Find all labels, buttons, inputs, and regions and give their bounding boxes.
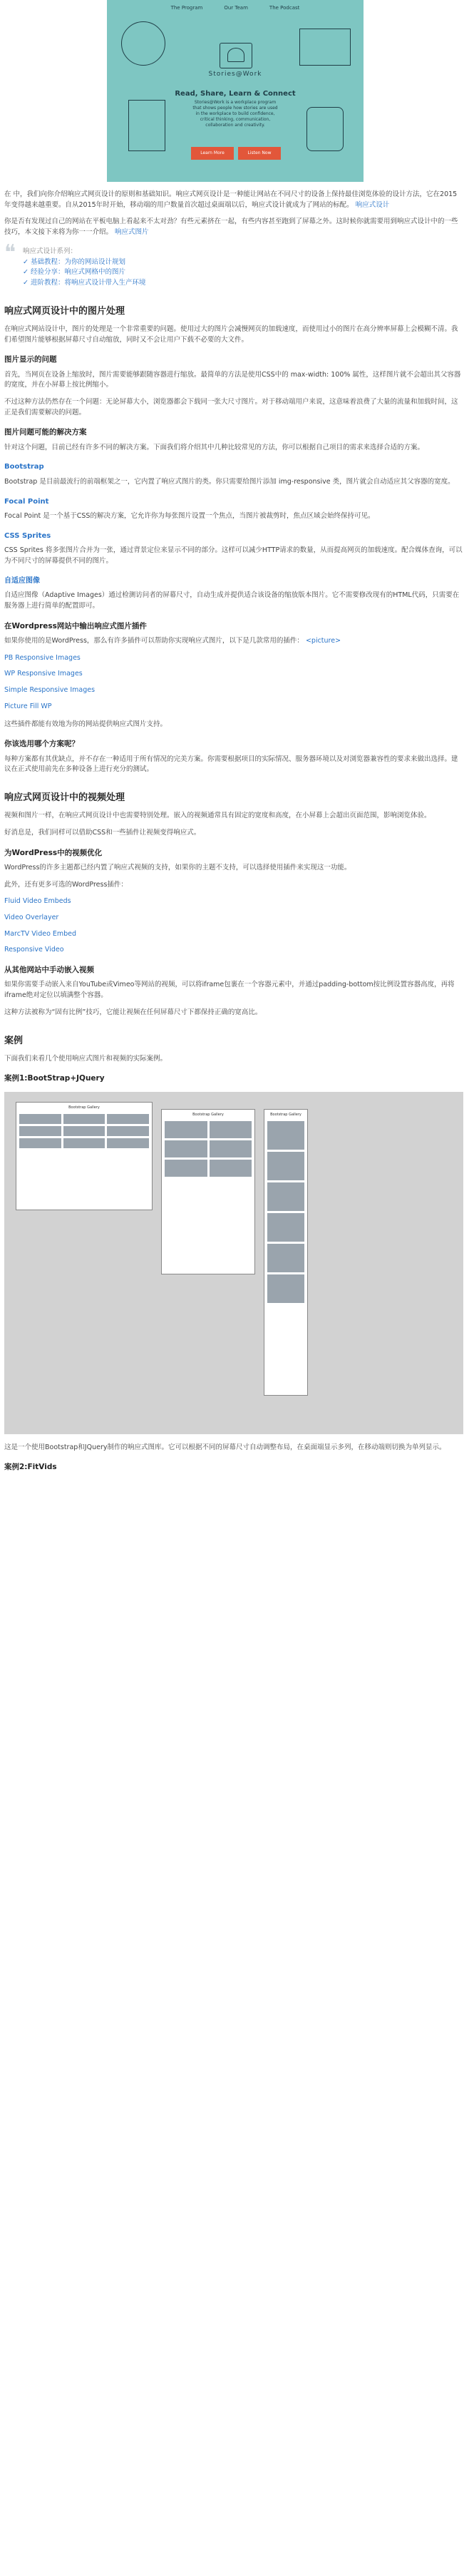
paragraph: 这种方法被称为“固有比例”技巧，它能让视频在任何屏幕尺寸下都保持正确的宽高比。 — [4, 1008, 262, 1016]
plugin-list — [4, 653, 463, 712]
image-thumb — [267, 1274, 304, 1303]
image-thumb — [210, 1140, 252, 1157]
solution-text: 自适应图像（Adaptive Images）通过检测访问者的屏幕尺寸，自动生成并提供适合该设备的缩放版本图片。它不需要修改现有的HTML代码，只需要在服务器上进行简单的配置即可。 — [4, 591, 460, 610]
image-thumb — [63, 1114, 105, 1124]
related-series-quote — [4, 240, 463, 289]
case-title: 案例2:FitVids — [4, 1463, 57, 1472]
intro-link[interactable]: 响应式设计 — [355, 200, 390, 209]
case-screenshot — [4, 1092, 463, 1434]
paragraph: 视频和图片一样，在响应式网页设计中也需要特别处理。嵌入的视频通常具有固定的宽度和高度，在小屏幕上会超出页面范围，影响浏览体验。 — [4, 812, 431, 820]
logo-icon — [220, 43, 252, 68]
hero-nav — [107, 0, 364, 12]
quote-link[interactable]: ✓ 进阶教程：将响应式设计带入生产环境 — [23, 279, 146, 287]
paragraph: 不过这种方法仍然存在一个问题：无论屏幕大小，浏览器都会下载同一张大尺寸图片。对于移动端用户来说，这意味着浪费了大量的流量和加载时间，这正是我们需要解决的问题。 — [4, 398, 458, 416]
desktop-mockup — [16, 1102, 153, 1210]
image-thumb — [267, 1121, 304, 1150]
image-thumb — [267, 1152, 304, 1180]
image-thumb — [165, 1121, 207, 1138]
paragraph: 好消息是，我们同样可以借助CSS和一些插件让视频变得响应式。 — [4, 828, 201, 837]
learn-more-button[interactable]: Learn More — [191, 147, 234, 160]
paragraph: 这些插件都能有效地为你的网站提供响应式图片支持。 — [4, 720, 168, 728]
plugin-link[interactable]: Simple Responsive Images — [4, 686, 96, 695]
quote-link[interactable]: ✓ 经验分享：响应式网格中的图片 — [23, 268, 125, 277]
image-thumb — [165, 1140, 207, 1157]
case-title: 案例1:BootStrap+JQuery — [4, 1074, 105, 1083]
solution-title[interactable]: 自适应图像 — [4, 576, 40, 585]
paragraph: 这是一个使用Bootstrap和JQuery制作的响应式图库。它可以根据不同的屏幕尺寸自动调整布局，在桌面端显示多列，在移动端则切换为单列显示。 — [4, 1443, 446, 1451]
subsection-title: 在Wordpress网站中输出响应式图片插件 — [4, 621, 147, 630]
article-body — [4, 190, 463, 1478]
tablet-mockup — [161, 1109, 255, 1274]
thumb-grid — [165, 1121, 252, 1177]
subsection-title: 从其他网站中手动嵌入视频 — [4, 966, 94, 975]
hero-brand: Stories@Work — [208, 71, 262, 78]
hero-banner — [107, 0, 364, 182]
solution-title[interactable]: Focal Point — [4, 497, 49, 506]
image-thumb — [210, 1160, 252, 1177]
image-thumb — [107, 1138, 149, 1148]
mockup-title: Bootstrap Gallery — [68, 1105, 100, 1110]
hero-nav-item[interactable]: The Podcast — [269, 5, 300, 11]
subsection-title: 图片问题可能的解决方案 — [4, 428, 87, 437]
paragraph: 针对这个问题，目前已经有许多不同的解决方案。下面我们将介绍其中几种比较常见的方法，你可以根据自己项目的需求来选择合适的方案。 — [4, 443, 425, 451]
paragraph: 下面我们来看几个使用响应式图片和视频的实际案例。 — [4, 1054, 168, 1063]
plugin-link[interactable]: Fluid Video Embeds — [4, 897, 71, 906]
plugin-link[interactable]: Responsive Video — [4, 946, 64, 954]
plugin-link[interactable]: MarcTV Video Embed — [4, 929, 77, 938]
hero-tagline: Read, Share, Learn & Connect — [175, 90, 296, 98]
mockup-title: Bootstrap Gallery — [192, 1112, 224, 1117]
phone-mockup — [264, 1109, 308, 1396]
plugin-link[interactable]: WP Responsive Images — [4, 670, 83, 678]
deco-book-icon — [128, 100, 165, 151]
section-title: 响应式网页设计中的图片处理 — [4, 305, 125, 317]
quote-link[interactable]: ✓ 基础教程：为你的网站设计规划 — [23, 257, 125, 266]
thumb-grid — [267, 1121, 304, 1303]
listen-now-button[interactable]: Listen Now — [238, 147, 281, 160]
image-thumb — [19, 1138, 61, 1148]
hero-nav-item[interactable]: Our Team — [224, 5, 248, 11]
subsection-title: 图片显示的问题 — [4, 355, 57, 364]
paragraph: 如果你使用的是WordPress，那么有许多插件可以帮助你实现响应式图片，以下是几款常用的插件： <picture> — [4, 637, 341, 645]
picture-tag: <picture> — [305, 637, 341, 645]
deco-screen-icon — [299, 29, 351, 66]
paragraph: 首先，当网页在设备上缩放时，图片需要能够跟随容器进行缩放。最简单的方法是使用CSS中的 max-width: 100% 属性，这样图片就不会超出其父容器的宽度，并在小屏幕上按比例缩小。 — [4, 370, 461, 389]
image-thumb — [267, 1244, 304, 1272]
image-thumb — [107, 1114, 149, 1124]
intro-paragraph-2: 你是否有发现过自己的网站在平板电脑上看起来不太对劲？有些元素挤在一起，有些内容甚至跑到了屏幕之外。这时候你就需要用到响应式设计中的一些技巧，本文接下来将为你一一介绍。 响应式图片 — [4, 218, 458, 237]
solution-text: Bootstrap 是目前最流行的前端框架之一，它内置了响应式图片的类。你只需要给图片添加 img-responsive 类，图片就会自动适应其父容器的宽度。 — [4, 477, 455, 486]
intro-paragraph-1: 在 中，我们向你介绍响应式网页设计的原则和基础知识。响应式网页设计是一种能让网站在不同尺寸的设备上保持最佳浏览体验的设计方法，它在2015年变得越来越重要。自从2015年时开始，移动端的用户数量首次超过桌面端以后，响应式设计就成为了网站的标配。 响应式设计 — [4, 190, 458, 209]
image-thumb — [267, 1182, 304, 1211]
image-thumb — [267, 1213, 304, 1242]
plugin-link[interactable]: PB Responsive Images — [4, 653, 81, 662]
paragraph: 每种方案都有其优缺点，并不存在一种适用于所有情况的完美方案。你需要根据项目的实际情况、服务器环境以及对浏览器兼容性的要求来做出选择。建议在正式使用前先在多种设备上进行充分的测试。 — [4, 755, 458, 774]
hero-nav-item[interactable]: The Program — [170, 5, 203, 11]
image-thumb — [63, 1126, 105, 1136]
image-thumb — [19, 1126, 61, 1136]
quote-mark-icon: ❝ — [4, 240, 16, 265]
solution-title[interactable]: CSS Sprites — [4, 531, 51, 540]
paragraph: 如果你需要手动嵌入来自YouTube或Vimeo等网站的视频，可以将iframe包裹在一个容器元素中，并通过padding-bottom按比例设置容器高度，再将iframe绝对定位以填满整个容器。 — [4, 981, 455, 1000]
video-plugin-list — [4, 896, 463, 956]
mockup-title: Bootstrap Gallery — [270, 1112, 302, 1117]
quote-title: 响应式设计系列： — [23, 247, 78, 255]
thumb-grid — [19, 1114, 149, 1148]
solution-text: Focal Point 是一个基于CSS的解决方案，它允许你为每张图片设置一个焦点，当图片被裁剪时，焦点区域会始终保持可见。 — [4, 512, 375, 521]
hero-description: Stories@Work is a workplace program that shows people how stories are used in the workplace to build confidence, critical thinking, communication, collaboration and creativity. — [192, 100, 278, 128]
image-thumb — [107, 1126, 149, 1136]
subsection-title: 为WordPress中的视频优化 — [4, 848, 103, 857]
section-title: 响应式网页设计中的视频处理 — [4, 792, 125, 804]
paragraph: 在响应式网站设计中，图片的处理是一个非常重要的问题。使用过大的图片会减慢网页的加载速度，而使用过小的图片在高分辨率屏幕上会模糊不清。我们希望图片能够根据屏幕尺寸自动缩放，同时又不会让用户下载不必要的大文件。 — [4, 324, 458, 344]
solution-text: CSS Sprites 将多张图片合并为一张，通过背景定位来显示不同的部分。这样可以减少HTTP请求的数量，从而提高网页的加载速度。配合媒体查询，可以为不同尺寸的屏幕提供不同的图片。 — [4, 546, 463, 566]
solution-title[interactable]: Bootstrap — [4, 463, 44, 471]
image-thumb — [165, 1160, 207, 1177]
intro-link-2[interactable]: 响应式图片 — [115, 228, 149, 237]
image-thumb — [63, 1138, 105, 1148]
deco-circle-icon — [121, 21, 165, 66]
paragraph: WordPress的许多主题都已经内置了响应式视频的支持，如果你的主题不支持，可以选择使用插件来实现这一功能。 — [4, 863, 351, 872]
image-thumb — [210, 1121, 252, 1138]
paragraph: 此外，还有更多可选的WordPress插件： — [4, 880, 128, 889]
plugin-link[interactable]: Picture Fill WP — [4, 702, 52, 710]
subsection-title: 你该选用哪个方案呢？ — [4, 740, 79, 749]
section-title: 案例 — [4, 1035, 24, 1046]
image-thumb — [19, 1114, 61, 1124]
deco-phone-icon — [306, 107, 344, 151]
plugin-link[interactable]: Video Overlayer — [4, 914, 59, 922]
